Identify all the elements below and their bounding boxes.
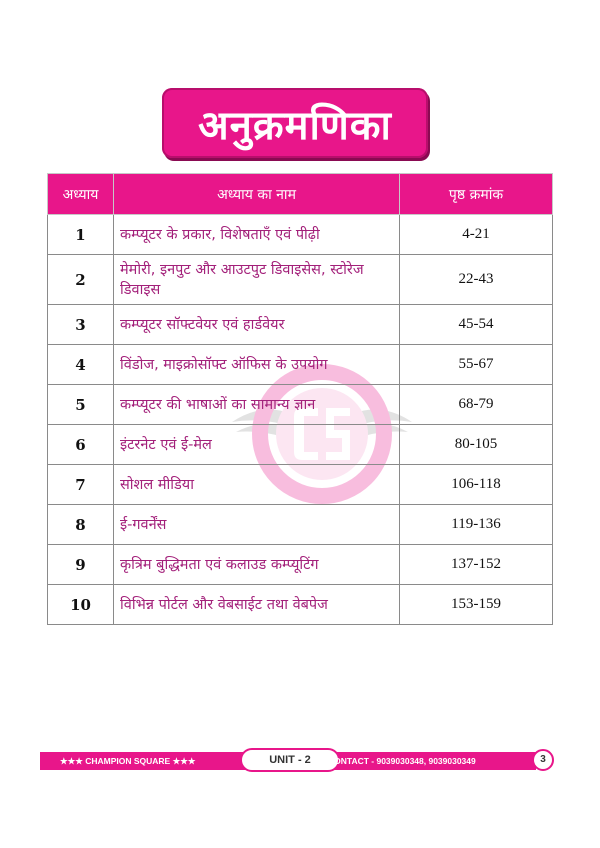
table-row xyxy=(48,215,553,255)
table-row xyxy=(48,585,553,625)
chapter-pages: 137-152 xyxy=(400,545,553,585)
chapter-number: 6 xyxy=(48,425,114,465)
chapter-pages: 22-43 xyxy=(400,255,553,305)
chapter-number: 10 xyxy=(48,585,114,625)
chapter-name: मेमोरी, इनपुट और आउटपुट डिवाइसेस, स्टोरेज डिवाइस xyxy=(114,255,400,305)
chapter-number: 4 xyxy=(48,345,114,385)
chapter-name: कम्प्यूटर की भाषाओं का सामान्य ज्ञान xyxy=(114,385,400,425)
contents-table xyxy=(47,173,553,625)
chapter-name: ई-गवर्नेंस xyxy=(114,505,400,545)
chapter-pages: 55-67 xyxy=(400,345,553,385)
footer-contact: CONTACT - 9039030348, 9039030349 xyxy=(328,756,476,766)
table-header-row xyxy=(48,174,553,215)
chapter-pages: 80-105 xyxy=(400,425,553,465)
chapter-pages: 153-159 xyxy=(400,585,553,625)
table-row xyxy=(48,425,553,465)
chapter-name: कम्प्यूटर सॉफ्टवेयर एवं हार्डवेयर xyxy=(114,305,400,345)
table-row xyxy=(48,345,553,385)
chapter-name: विभिन्न पोर्टल और वेबसाईट तथा वेबपेज xyxy=(114,585,400,625)
page-footer xyxy=(40,752,560,770)
chapter-number: 1 xyxy=(48,215,114,255)
table-row xyxy=(48,505,553,545)
chapter-name: इंटरनेट एवं ई-मेल xyxy=(114,425,400,465)
chapter-name: विंडोज, माइक्रोसॉफ्ट ऑफिस के उपयोग xyxy=(114,345,400,385)
page-title: अनुक्रमणिका xyxy=(198,102,392,149)
chapter-number: 5 xyxy=(48,385,114,425)
table-row xyxy=(48,545,553,585)
chapter-pages: 68-79 xyxy=(400,385,553,425)
chapter-number: 2 xyxy=(48,255,114,305)
table-row xyxy=(48,255,553,305)
table-row xyxy=(48,465,553,505)
footer-brand: ★★★ CHAMPION SQUARE ★★★ xyxy=(60,756,196,766)
chapter-pages: 4-21 xyxy=(400,215,553,255)
chapter-pages: 106-118 xyxy=(400,465,553,505)
chapter-pages: 45-54 xyxy=(400,305,553,345)
header-chapter-name: अध्याय का नाम xyxy=(114,174,400,215)
chapter-name: सोशल मीडिया xyxy=(114,465,400,505)
header-chapter: अध्याय xyxy=(48,174,114,215)
table-row xyxy=(48,385,553,425)
chapter-number: 7 xyxy=(48,465,114,505)
page-title-box xyxy=(162,88,428,158)
header-page-number: पृष्ठ क्रमांक xyxy=(400,174,553,215)
chapter-name: कृत्रिम बुद्धिमता एवं कलाउड कम्प्यूटिंग xyxy=(114,545,400,585)
footer-page-number: 3 xyxy=(532,749,554,771)
chapter-pages: 119-136 xyxy=(400,505,553,545)
chapter-number: 8 xyxy=(48,505,114,545)
chapter-number: 9 xyxy=(48,545,114,585)
footer-unit-badge: UNIT - 2 xyxy=(240,748,340,772)
chapter-number: 3 xyxy=(48,305,114,345)
chapter-name: कम्प्यूटर के प्रकार, विशेषताएँ एवं पीढ़ी xyxy=(114,215,400,255)
table-row xyxy=(48,305,553,345)
